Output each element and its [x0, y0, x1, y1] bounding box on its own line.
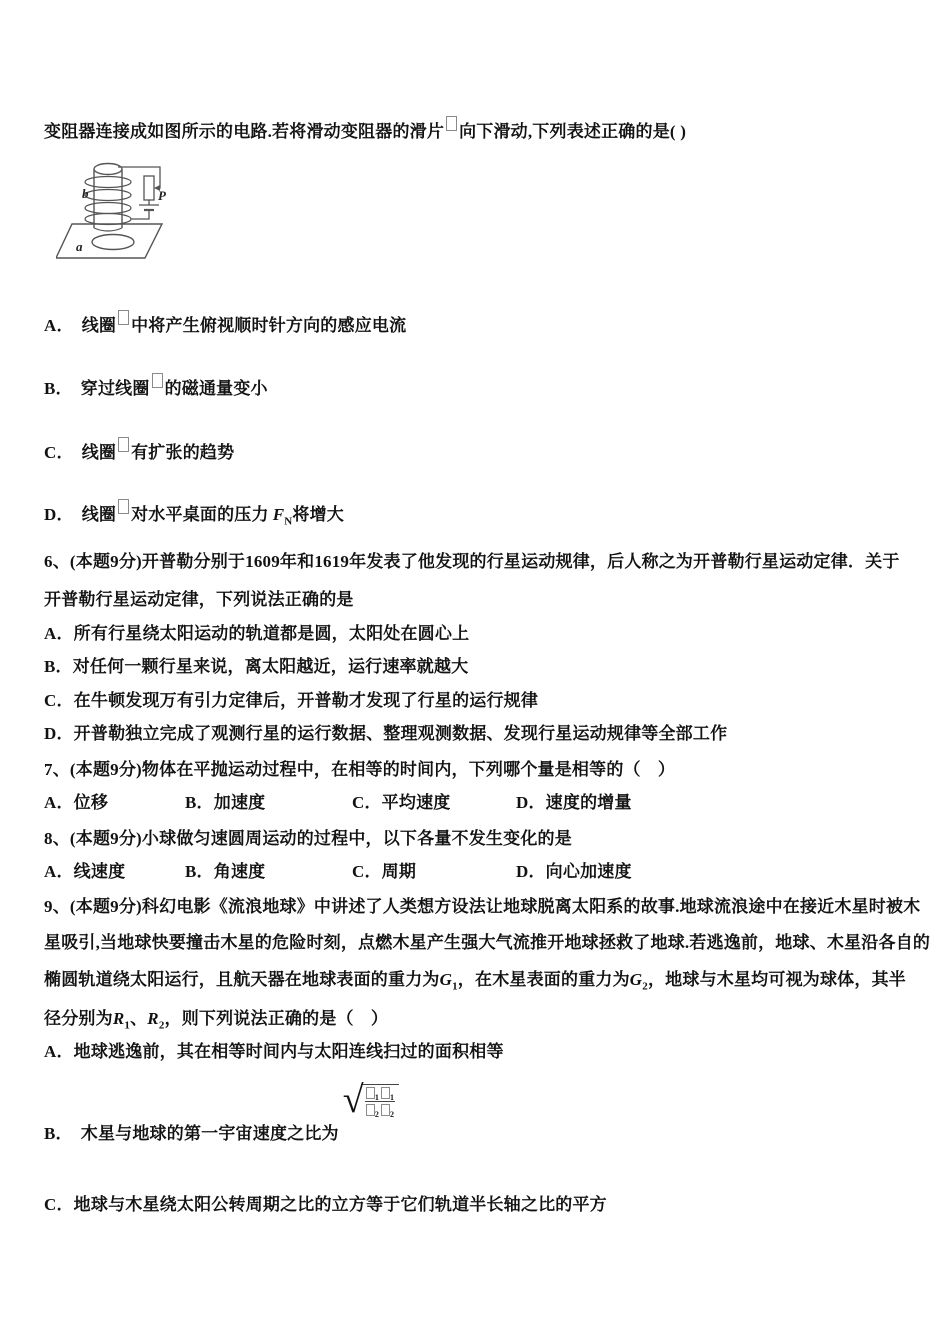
q5-option-c	[44, 437, 234, 465]
rheostat-p-label: P	[158, 188, 166, 203]
missing-char-box	[152, 373, 163, 388]
q8-option-c: C．周期	[352, 862, 417, 881]
formula-subscript: 2	[374, 1110, 380, 1119]
cylinder-bottom	[94, 228, 122, 231]
q9-option-b	[44, 1079, 399, 1146]
wire-bottom	[131, 210, 149, 219]
q8-option-a: A．线速度	[44, 862, 126, 881]
q6-option-c: C．在牛顿发现万有引力定律后，开普勒才发现了行星的运行规律	[44, 691, 539, 710]
radius-subscript: 1	[124, 1019, 131, 1032]
radius-symbol: R	[147, 1009, 159, 1028]
stem-text: 椭圆轨道绕太阳运行，且航天器在地球表面的重力为	[44, 970, 440, 989]
q9-stem-line1: 9、(本题9分)科幻电影《流浪地球》中讲述了人类想方设法让地球脱离太阳系的故事.地球流浪途中在接近木星时被木	[44, 897, 921, 916]
option-letter: D．	[44, 505, 74, 524]
q6-option-b: B．对任何一颗行星来说，离太阳越近，运行速率就越大	[44, 657, 469, 676]
q8-stem: 8、(本题9分)小球做匀速圆周运动的过程中，以下各量不发生变化的是	[44, 829, 572, 848]
option-text: 对水平桌面的压力	[131, 505, 269, 524]
stem-text: ，地球与木星均可视为球体，其半	[647, 970, 906, 989]
coil-b-label: b	[82, 186, 89, 201]
stem-text: ，在木星表面的重力为	[457, 970, 630, 989]
formula-subscript: 2	[390, 1110, 395, 1119]
q6-stem-line1: 6、(本题9分)开普勒分别于1609年和1619年发表了他发现的行星运动规律，后人称之为开普勒行星运动定律．关于	[44, 552, 900, 571]
force-symbol: F	[272, 505, 285, 524]
gravity-subscript: 2	[642, 980, 648, 993]
option-text: 线圈	[81, 443, 117, 462]
formula-numerator	[365, 1087, 395, 1102]
option-text: 木星与地球的第一宇宙速度之比为	[80, 1124, 339, 1143]
q5-option-d	[44, 499, 344, 533]
option-text: 有扩张的趋势	[131, 443, 235, 462]
sqrt-formula	[342, 1079, 399, 1121]
force-subscript: N	[284, 515, 293, 528]
q7-option-d: D．速度的增量	[516, 793, 632, 812]
q9-option-a: A．地球逃逸前，其在相等时间内与太阳连线扫过的面积相等	[44, 1042, 504, 1061]
circuit-figure	[56, 158, 178, 268]
q5-option-b	[44, 373, 268, 401]
option-text: 的磁通量变小	[164, 379, 268, 398]
missing-char-box	[366, 1104, 375, 1116]
q8-option-d: D．向心加速度	[516, 862, 632, 881]
option-letter: B．	[44, 1124, 73, 1143]
gravity-symbol: G	[439, 970, 453, 989]
option-letter: C．	[44, 443, 74, 462]
coil-b-windings	[85, 177, 131, 225]
option-text: 中将产生俯视顺时针方向的感应电流	[131, 316, 407, 335]
q7-option-b: B．加速度	[185, 793, 266, 812]
formula-subscript: 1	[374, 1093, 380, 1102]
rheostat	[144, 176, 154, 200]
option-text: 穿过线圈	[80, 379, 150, 398]
missing-char-box	[118, 310, 129, 325]
missing-char-box	[118, 437, 129, 452]
q5-stem-pre: 变阻器连接成如图所示的电路.若将滑动变阻器的滑片	[44, 122, 445, 141]
q8-option-b: B．角速度	[185, 862, 266, 881]
radius-subscript: 2	[158, 1019, 165, 1032]
option-text: 线圈	[81, 316, 117, 335]
q9-stem-line3	[44, 968, 906, 998]
coil-a-label: a	[76, 239, 83, 254]
q9-stem-line2: 星吸引,当地球快要撞击木星的危险时刻，点燃木星产生强大气流推开地球拯救了地球.若逃逸前，地球、木星沿各自的	[44, 933, 931, 952]
cylinder-top	[94, 164, 122, 175]
missing-char-box	[446, 116, 457, 131]
stem-text: ，则下列说法正确的是（ ）	[164, 1009, 389, 1028]
option-text: 线圈	[81, 505, 117, 524]
battery	[139, 205, 159, 210]
gravity-symbol: G	[629, 970, 643, 989]
formula-denominator	[366, 1102, 395, 1119]
q9-stem-line4	[44, 1007, 388, 1037]
radius-symbol: R	[112, 1009, 125, 1028]
q6-option-d: D．开普勒独立完成了观测行星的运行数据、整理观测数据、发现行星运动规律等全部工作	[44, 724, 728, 743]
gravity-subscript: 1	[452, 980, 458, 993]
q7-option-c: C．平均速度	[352, 793, 451, 812]
radical-sign: √	[342, 1079, 364, 1121]
q5-stem-post: 向下滑动,下列表述正确的是( )	[459, 122, 687, 141]
table-plane	[56, 224, 162, 258]
q5-option-a	[44, 310, 406, 338]
q7-stem: 7、(本题9分)物体在平抛运动过程中，在相等的时间内，下列哪个量是相等的（ ）	[44, 760, 676, 779]
stem-text: 、	[130, 1009, 148, 1028]
formula-subscript: 1	[390, 1093, 395, 1102]
q7-option-a: A．位移	[44, 793, 109, 812]
option-letter: B．	[44, 379, 73, 398]
option-text: 将增大	[292, 505, 345, 524]
q5-stem	[44, 116, 686, 144]
coil-a	[92, 235, 134, 250]
option-letter: A．	[44, 316, 74, 335]
missing-char-box	[381, 1104, 390, 1116]
stem-text: 径分别为	[44, 1009, 113, 1028]
q6-stem-line2: 开普勒行星运动定律，下列说法正确的是	[44, 590, 354, 609]
missing-char-box	[381, 1087, 390, 1099]
q6-option-a: A．所有行星绕太阳运动的轨道都是圆，太阳处在圆心上	[44, 624, 470, 643]
missing-char-box	[118, 499, 129, 514]
q9-option-c: C．地球与木星绕太阳公转周期之比的立方等于它们轨道半长轴之比的平方	[44, 1195, 607, 1214]
missing-char-box	[366, 1087, 375, 1099]
